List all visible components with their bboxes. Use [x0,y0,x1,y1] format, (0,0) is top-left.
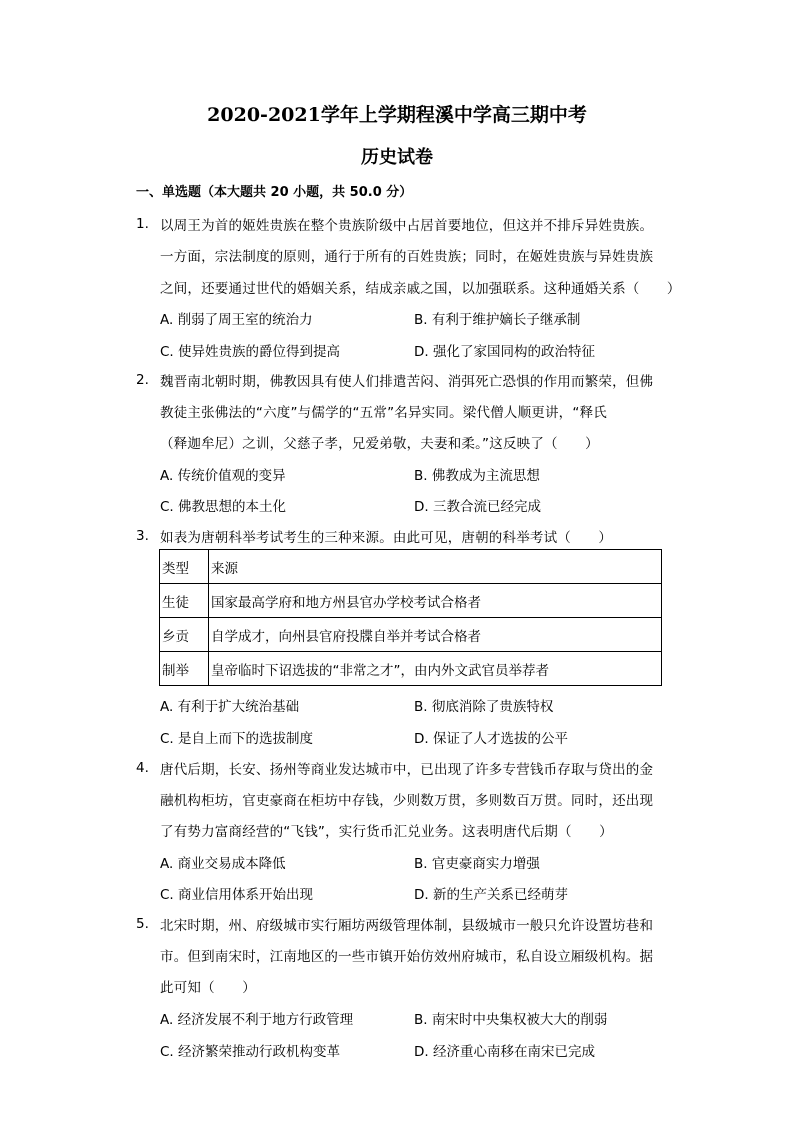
question-number: 2. [136,372,149,388]
question-text-line: 此可知（ ） [160,980,256,996]
option-c: C. 是自上而下的选拔制度 [160,731,314,747]
exam-subtitle: 历史试卷 [361,147,433,168]
table-row [160,550,662,584]
option-a: A. 商业交易成本降低 [160,856,286,872]
option-d: D. 保证了人才选拔的公平 [414,731,568,747]
table-header-cell: 类型 [160,550,209,584]
question-number: 3. [136,528,149,544]
question-text-line: 之间，还要通过世代的婚姻关系，结成亲戚之国，以加强联系。这种通婚关系（ ） [160,281,681,297]
table-cell: 自学成才，向州县官府投牒自举并考试合格者 [209,618,662,652]
section-heading: 一、单选题（本大题共 20 小题，共 50.0 分） [136,185,413,200]
option-b: B. 佛教成为主流思想 [414,468,540,484]
option-b: B. 有利于维护嫡长子继承制 [414,312,581,328]
option-c: C. 商业信用体系开始出现 [160,887,314,903]
question-text-line: 唐代后期，长安、扬州等商业发达城市中，已出现了许多专营钱币存取与贷出的金 [160,762,654,778]
option-d: D. 强化了家国同构的政治特征 [414,344,595,360]
question-text-line: （释迦牟尼）之训，父慈子孝，兄爱弟敬，夫妻和柔。”这反映了（ ） [160,436,599,452]
source-table [159,549,662,686]
question-text-line: 以周王为首的姬姓贵族在整个贵族阶级中占居首要地位，但这并不排斥异姓贵族。 [160,218,654,234]
option-a: A. 有利于扩大统治基础 [160,699,300,715]
question-text-line: 教徒主张佛法的“六度”与儒学的“五常”名异实同。梁代僧人顺更讲，“释氏 [160,405,607,421]
option-c: C. 佛教思想的本土化 [160,499,287,515]
option-d: D. 新的生产关系已经萌芽 [414,887,568,903]
table-cell: 国家最高学府和地方州县官办学校考试合格者 [209,584,662,618]
question-text-line: 了有势力富商经营的“飞钱”，实行货币汇兑业务。这表明唐代后期（ ） [160,824,613,840]
table-row [160,652,662,686]
option-a: A. 传统价值观的变异 [160,468,286,484]
question-text-line: 北宋时期，州、府级城市实行厢坊两级管理体制，县级城市一般只允许设置坊巷和 [160,918,654,934]
question-text-line: 如表为唐朝科举考试考生的三种来源。由此可见，唐朝的科举考试（ ） [160,530,613,546]
exam-title: 2020-2021学年上学期程溪中学高三期中考 [207,104,587,126]
option-b: B. 彻底消除了贵族特权 [414,699,554,715]
table-cell: 皇帝临时下诏选拔的“非常之才”，由内外文武官员举荐者 [209,652,662,686]
question-text-line: 融机构柜坊，官吏豪商在柜坊中存钱，少则数万贯，多则数百万贯。同时，还出现 [160,793,654,809]
option-a: A. 削弱了周王室的统治力 [160,312,313,328]
question-number: 5. [136,916,149,932]
table-row [160,618,662,652]
question-text-line: 一方面，宗法制度的原则，通行于所有的百姓贵族；同时，在姬姓贵族与异姓贵族 [160,249,654,265]
option-a: A. 经济发展不利于地方行政管理 [160,1012,354,1028]
question-number: 1. [136,216,149,232]
question-text-line: 市。但到南宋时，江南地区的一些市镇开始仿效州府城市，私自设立厢级机构。据 [160,949,654,965]
option-d: D. 三教合流已经完成 [414,499,541,515]
option-d: D. 经济重心南移在南宋已完成 [414,1044,595,1060]
table-cell: 制举 [160,652,209,686]
table-header-cell: 来源 [209,550,662,584]
option-c: C. 使异姓贵族的爵位得到提高 [160,344,341,360]
table-row [160,584,662,618]
question-number: 4. [136,760,149,776]
option-b: B. 南宋时中央集权被大大的削弱 [414,1012,608,1028]
table-cell: 生徒 [160,584,209,618]
option-c: C. 经济繁荣推动行政机构变革 [160,1044,341,1060]
option-b: B. 官吏豪商实力增强 [414,856,540,872]
table-cell: 乡贡 [160,618,209,652]
question-text-line: 魏晋南北朝时期，佛教因具有使人们排遣苦闷、消弭死亡恐惧的作用而繁荣，但佛 [160,374,654,390]
